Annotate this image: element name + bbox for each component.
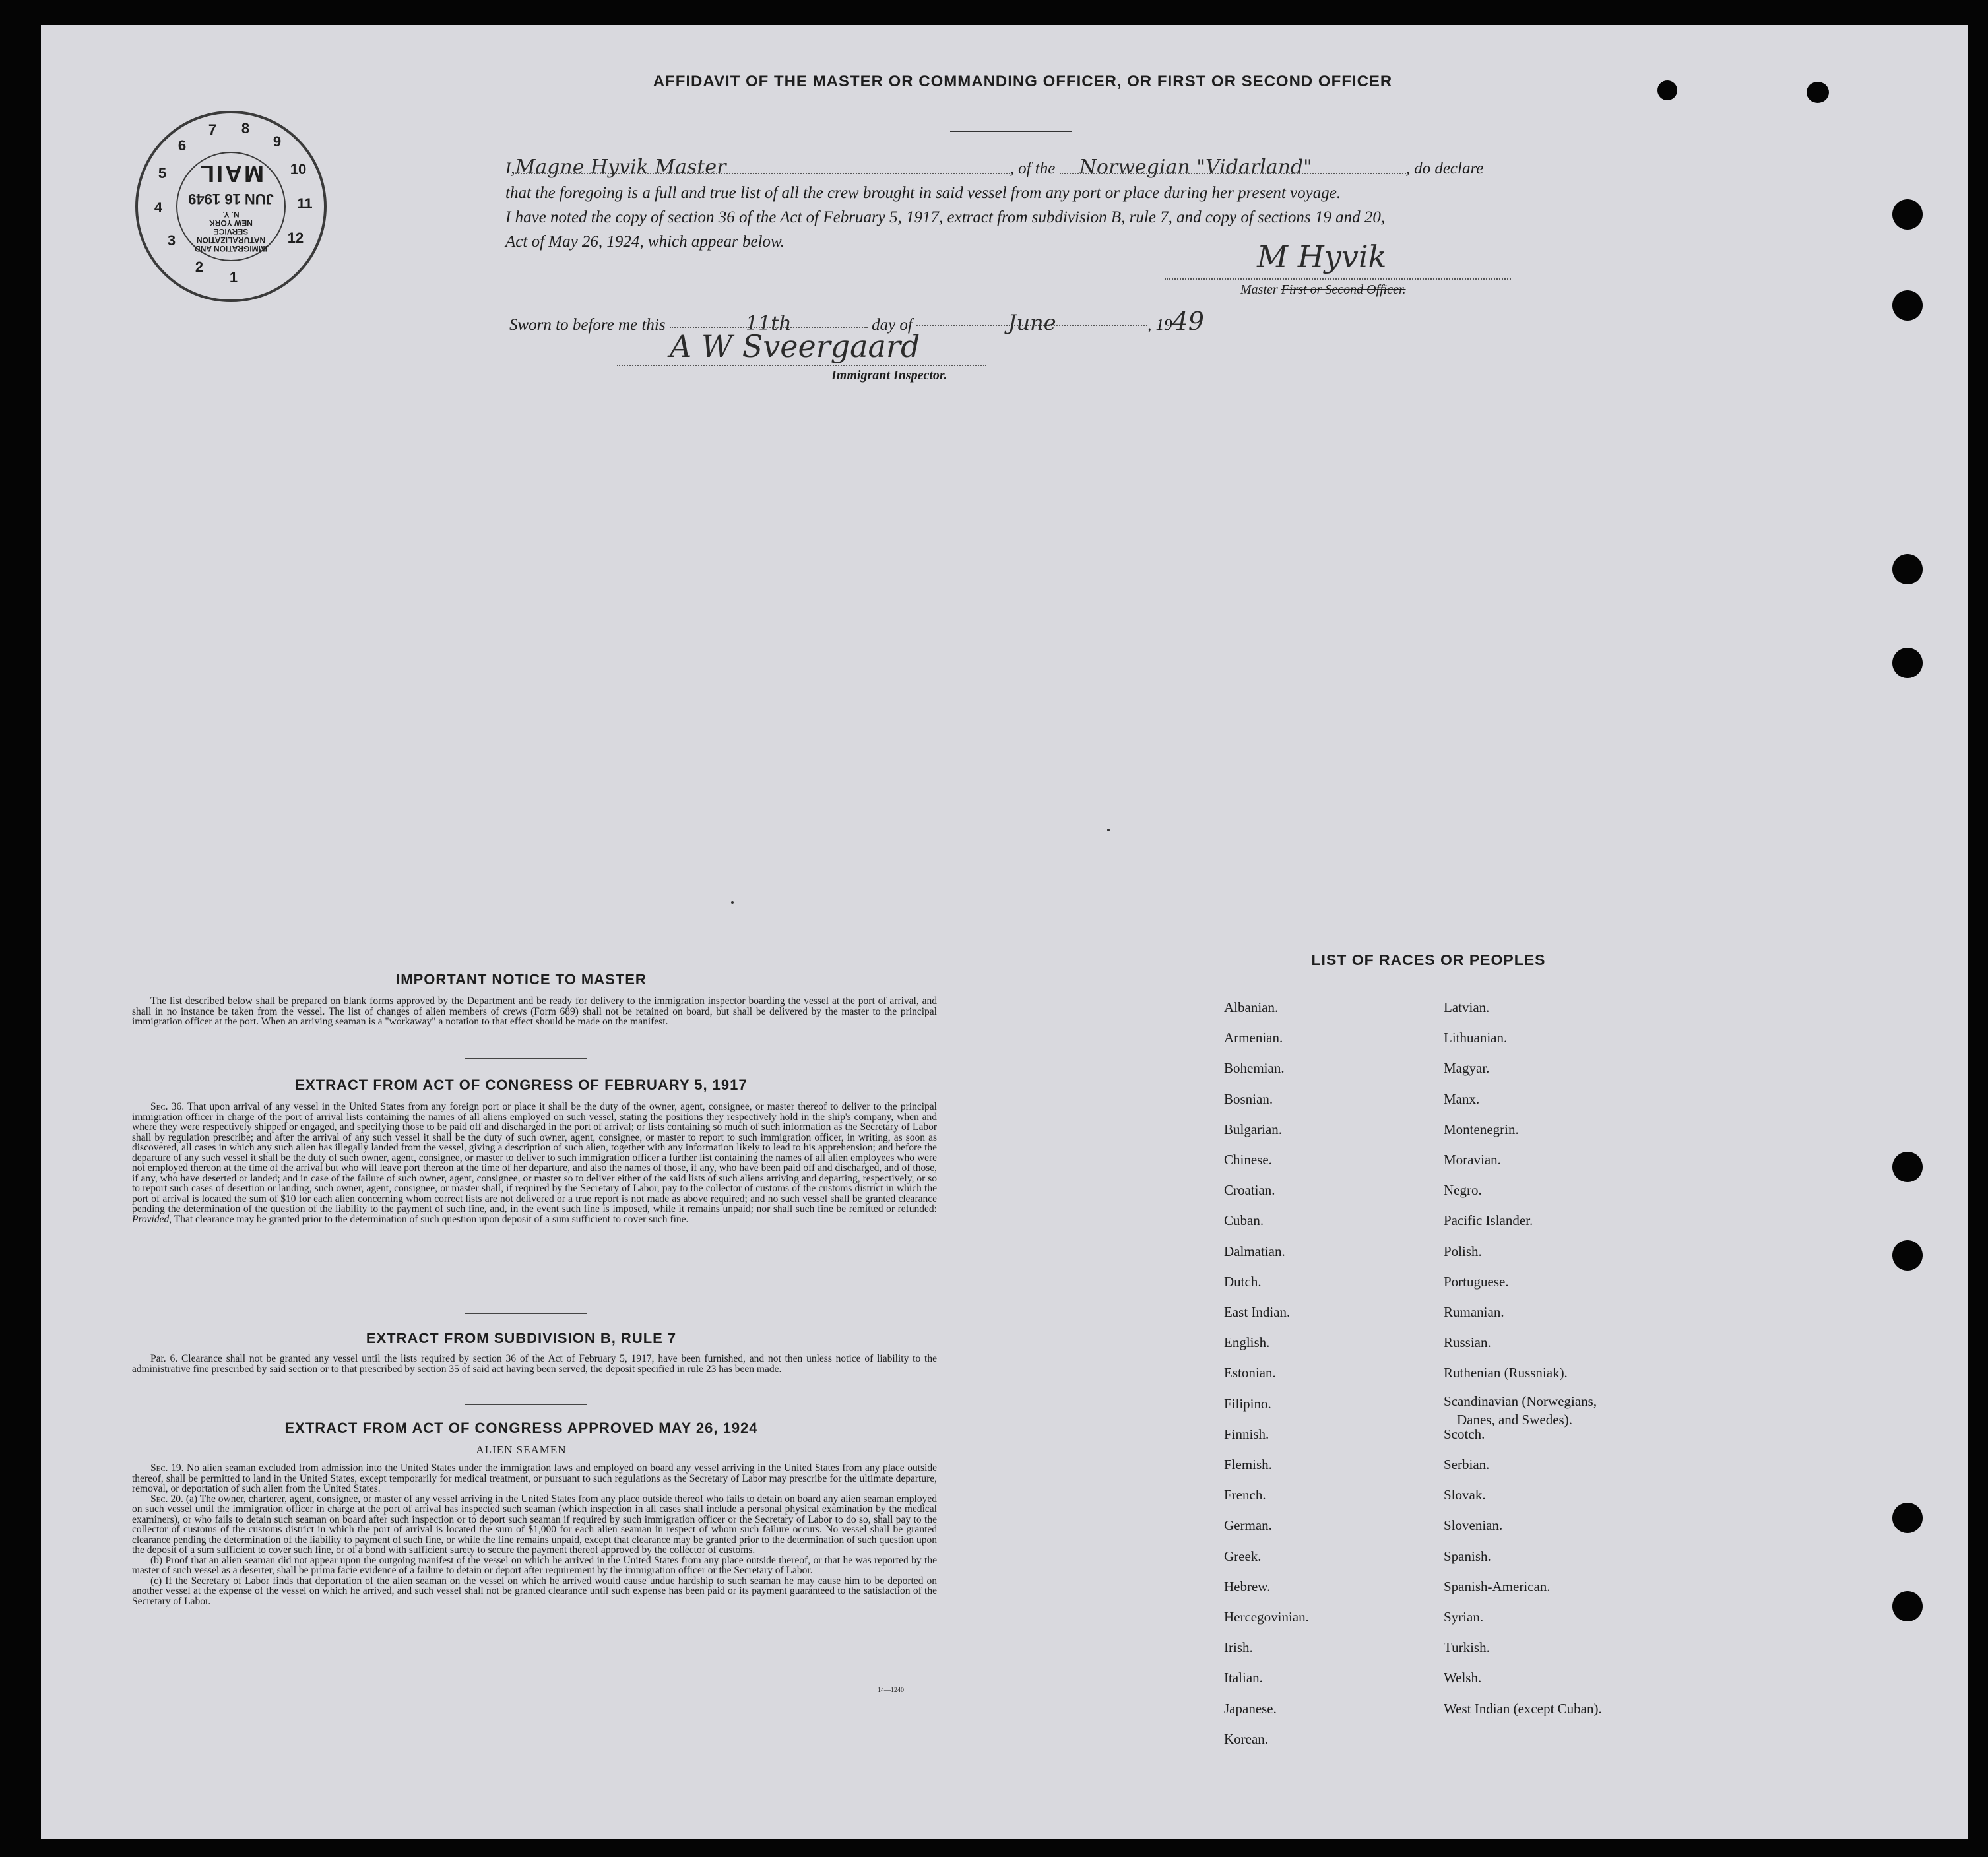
speck: [1107, 829, 1110, 831]
notice-paragraph: The list described below shall be prepared on blank forms approved by the Department and be ready for delivery to the immigration inspector boarding the vessel at the port of arrival, and shall in no instance be taken from the vessel. The list of changes of alien members of crews (Form 689) shall not be retained on board, but shall be delivered by the master to the principal immigration officer at the port. When an arriving seaman is a "workaway" a notation to that effect should be made on the manifest.: [132, 995, 937, 1027]
extract-1917-heading: EXTRACT FROM ACT OF CONGRESS OF FEBRUARY 5, 1917: [295, 1077, 748, 1093]
inspector-signature: A W Sveergaard: [670, 329, 920, 364]
section-19-label: Sec. 19.: [150, 1463, 184, 1474]
alien-seamen-subheading: ALIEN SEAMEN: [476, 1443, 567, 1456]
race-item: Flemish.: [1224, 1457, 1272, 1472]
race-item: Lithuanian.: [1444, 1030, 1508, 1046]
master-name-handwritten: Magne Hyvik Master: [515, 156, 726, 179]
race-item: Dutch.: [1224, 1274, 1262, 1290]
race-item: Pacific Islander.: [1444, 1212, 1533, 1228]
section-20a-paragraph: [132, 1494, 937, 1556]
race-item: Chinese.: [1224, 1152, 1272, 1168]
stamp-city-line: NEW YORK: [209, 218, 253, 228]
race-item: Magyar.: [1444, 1060, 1490, 1076]
race-item: French.: [1224, 1487, 1266, 1503]
punch-hole: [1892, 1591, 1923, 1621]
stamp-digit: 8: [241, 120, 250, 137]
year-prefix: , 19: [1147, 316, 1172, 334]
race-item: Greek.: [1224, 1548, 1262, 1564]
stamp-digit: 6: [177, 137, 187, 154]
race-item: Finnish.: [1224, 1426, 1269, 1442]
section-20a-text: (a) The owner, charterer, agent, consignee, or master of any vessel arriving in the United States from any place outside thereof who fails to detain on board any alien seaman employed on such vessel until the immigration officer in charge at the port of arrival has inspected such seaman (which inspection in all cases shall include a personal physical examination by the medical examiners), or who fails to detain such seaman on board after such inspection or to deport such seaman if required by such immigration officer or the Secretary of Labor to do so, shall pay to the collector of customs of the customs district in which the port of arrival is located the sum of $1,000 for each alien seaman in respect of whom such failure occurs. No vessel shall be granted clearance pending the determination of the liability to payment of such fine, or while the fine remains unpaid, except that clearance may be granted prior to the determination of such question upon the deposit of a sum sufficient to cover such fine, or of a bond with sufficient surety to secure the payment thereof approved by the collector of customs.: [132, 1493, 937, 1556]
section-rule: [465, 1313, 587, 1314]
stamp-digit: 9: [273, 133, 282, 150]
section-36-label: Sec. 36.: [150, 1101, 185, 1112]
inspector-caption: Immigrant Inspector.: [831, 368, 947, 383]
punch-hole: [1892, 1503, 1923, 1533]
race-item: Irish.: [1224, 1639, 1253, 1655]
race-item: Latvian.: [1444, 999, 1490, 1015]
rule-7-body: [132, 1354, 937, 1374]
title-rule: [950, 131, 1072, 132]
stamp-agency-line: SERVICE: [213, 227, 249, 237]
race-item: East Indian.: [1224, 1304, 1291, 1320]
race-item: Manx.: [1444, 1091, 1480, 1107]
affidavit-title: AFFIDAVIT OF THE MASTER OR COMMANDING OFFICER, OR FIRST OR SECOND OFFICER: [653, 73, 1393, 90]
section-36-text: That upon arrival of any vessel in the United States from any foreign port or place it shall be the duty of the owner, agent, consignee, or master thereof to deliver to the principal immigration officer in charge of the port of arrival lists containing the names of all aliens employed on such vessel, stating the positions they respectively hold in the ship's company, when and where they were respectively shipped or engaged, and specifying those to be paid off and discharged in the port of arrival; or lists containing so much of such information as the Secretary of Labor shall by regulation prescribe; and after the arrival of any such vessel it shall be the duty of such owner, agent, consignee, or master to report to such immigration officer, in writing, as soon as discovered, all cases in which any such alien has illegally landed from the vessel, giving a description of such alien, together with any information likely to lead to his apprehension; and before the departure of any such vessel it shall be the duty of such owner, agent, consignee, or master to deliver to such immigration officer a further list containing the names of all alien employees who were not employed thereon at the time of the arrival but who will leave port thereon at the time of her departure, and also the names of those, if any, who have been paid off and discharged, and of those, if any, who have deserted or landed; and in case of the failure of such owner, agent, consignee, or master so to deliver either of the said lists of such aliens arriving and departing, respectively, or so to report such cases of desertion or landing, such owner, agent, consignee, or master shall, if required by the Secretary of Labor, pay to the collector of customs of the customs district in which the port of arrival is located the sum of $10 for each alien concerning whom correct lists are not delivered or a true report is not made as above required; and no such vessel shall be granted clearance pending the determination of the question of the liability to the payment of such fine, and, in the event such fine is imposed, while it remains unpaid; nor shall such fine be remitted or refunded:: [132, 1101, 937, 1214]
race-item: Spanish.: [1444, 1548, 1491, 1564]
stamp-digit: 7: [208, 121, 217, 138]
stamp-digit: 1: [229, 269, 238, 286]
stamp-date: JUN 16 1949: [188, 191, 274, 208]
race-item: Serbian.: [1444, 1457, 1490, 1472]
punch-hole: [1892, 199, 1923, 230]
section-36-proviso: That clearance may be granted prior to the determination of such question upon deposit of a sum sufficient to cover such fine.: [174, 1213, 689, 1225]
master-name-field: [515, 155, 1010, 179]
declaration-of-the: , of the: [1010, 160, 1056, 177]
stamp-digit: 5: [158, 165, 167, 181]
race-item: Bohemian.: [1224, 1060, 1285, 1076]
race-item: Syrian.: [1444, 1609, 1484, 1625]
race-item: Filipino.: [1224, 1396, 1271, 1412]
master-caption: [1240, 282, 1406, 298]
declaration-prefix: I,: [505, 160, 515, 177]
race-item: Welsh.: [1444, 1670, 1482, 1685]
day-handwritten: 11th: [746, 312, 792, 335]
races-list-title: LIST OF RACES OR PEOPLES: [1311, 951, 1546, 968]
stamp-digit: 12: [287, 230, 304, 246]
race-item: Rumanian.: [1444, 1304, 1504, 1320]
notice-heading: IMPORTANT NOTICE TO MASTER: [396, 971, 647, 988]
year-handwritten: 49: [1172, 307, 1204, 336]
race-item-continuation: Danes, and Swedes).: [1457, 1412, 1572, 1428]
race-item: Cuban.: [1224, 1212, 1264, 1228]
race-item: Albanian.: [1224, 999, 1279, 1015]
declaration-line-2: that the foregoing is a full and true list of all the crew brought in said vessel from any port or place during her present voyage.: [505, 184, 1341, 202]
sworn-prefix: Sworn to before me this: [509, 316, 666, 334]
stamp-digit: 2: [195, 259, 204, 275]
notice-body: [132, 996, 937, 1027]
extract-1924-heading: EXTRACT FROM ACT OF CONGRESS APPROVED MAY 26, 1924: [284, 1420, 758, 1436]
stamp-center: [176, 152, 286, 261]
race-item: Polish.: [1444, 1243, 1482, 1259]
race-item: Armenian.: [1224, 1030, 1283, 1046]
month-field: [916, 310, 1147, 335]
mail-received-stamp: [135, 111, 327, 302]
declaration-line-3: I have noted the copy of section 36 of the Act of February 5, 1917, extract from subdivision B, rule 7, and copy of sections 19 and 20,: [505, 208, 1386, 226]
section-rule: [465, 1058, 587, 1059]
race-item: Scandinavian (Norwegians,: [1444, 1393, 1597, 1409]
punch-hole: [1807, 82, 1829, 103]
section-36-paragraph: [132, 1102, 937, 1224]
vessel-handwritten: Norwegian "Vidarland": [1079, 156, 1312, 179]
punch-hole: [1892, 648, 1923, 678]
master-signature: M Hyvik: [1257, 239, 1387, 274]
rule-7-heading: EXTRACT FROM SUBDIVISION B, RULE 7: [366, 1330, 677, 1346]
stamp-digit: 3: [167, 232, 176, 249]
race-item: Hebrew.: [1224, 1579, 1271, 1594]
race-item: Slovenian.: [1444, 1517, 1503, 1533]
race-item: Bosnian.: [1224, 1091, 1273, 1107]
punch-hole: [1892, 1152, 1923, 1182]
race-item: Russian.: [1444, 1335, 1491, 1350]
master-signature-line: [1165, 278, 1511, 280]
section-20b-paragraph: (b) Proof that an alien seaman did not appear upon the outgoing manifest of the vessel on which he arrived in the United States from any place outside thereof, or that he was reported by the master of such vessel as a deserter, shall be prima facie evidence of a failure to detain or deport after requirement by the immigration officer or the Secretary of Labor.: [132, 1554, 937, 1576]
declaration-line-4: Act of May 26, 1924, which appear below.: [505, 233, 785, 251]
race-item: Japanese.: [1224, 1701, 1277, 1716]
punch-hole: [1892, 554, 1923, 584]
provided-word: Provided,: [132, 1213, 172, 1225]
vessel-field: [1060, 155, 1406, 179]
punch-hole: [1892, 1240, 1923, 1271]
extract-1917-body: [132, 1102, 937, 1224]
section-20c-paragraph: (c) If the Secretary of Labor finds that deportation of the alien seaman on the vessel on which he arrived would cause undue hardship to such seaman he may cause him to be deported on another vessel at the expense of the vessel on which he arrived, and such vessel shall not be granted clearance until such expense has been paid or its payment guaranteed to the satisfaction of the Secretary of Labor.: [132, 1575, 937, 1607]
race-item: Portuguese.: [1444, 1274, 1509, 1290]
stamp-digit: 10: [290, 161, 307, 177]
race-item: Bulgarian.: [1224, 1121, 1283, 1137]
race-item: West Indian (except Cuban).: [1444, 1701, 1602, 1716]
race-item: Dalmatian.: [1224, 1243, 1285, 1259]
race-item: Hercegovinian.: [1224, 1609, 1309, 1625]
race-item: German.: [1224, 1517, 1272, 1533]
race-item: Spanish-American.: [1444, 1579, 1551, 1594]
stamp-agency-line: IMMIGRATION AND: [195, 244, 267, 254]
race-item: Negro.: [1444, 1182, 1482, 1198]
race-item: English.: [1224, 1335, 1270, 1350]
day-field: [670, 312, 868, 335]
section-rule: [465, 1404, 587, 1405]
stamp-mail-word: MAIL: [198, 160, 264, 188]
race-item: Croatian.: [1224, 1182, 1275, 1198]
month-handwritten: June: [1008, 310, 1056, 335]
section-19-text: No alien seaman excluded from admission into the United States under the immigration laws and employed on board any vessel arriving in the United States from any place outside thereof, shall be permitted to land in the United States, except temporarily for medical treatment, or pursuant to such regulations as the Secretary of Labor may prescribe for the ultimate departure, removal, or deportation of such alien from the United States.: [132, 1463, 937, 1494]
declaration-do-declare: , do declare: [1405, 160, 1484, 177]
punch-hole: [1892, 290, 1923, 321]
race-item: Moravian.: [1444, 1152, 1501, 1168]
master-caption-text: Master: [1240, 282, 1278, 297]
section-19-paragraph: [132, 1463, 937, 1494]
race-item: Korean.: [1224, 1731, 1269, 1747]
race-item: Scotch.: [1444, 1426, 1485, 1442]
race-item: Turkish.: [1444, 1639, 1490, 1655]
race-item: Ruthenian (Russniak).: [1444, 1365, 1568, 1381]
speck: [731, 901, 734, 904]
day-of-label: day of: [872, 316, 913, 334]
section-20-label: Sec. 20.: [150, 1493, 183, 1505]
stamp-agency-line: NATURALIZATION: [196, 236, 266, 245]
stamp-digit: 4: [154, 199, 163, 216]
race-item: Montenegrin.: [1444, 1121, 1519, 1137]
inspector-signature-line: [617, 365, 986, 366]
declaration-line-1: [505, 155, 1535, 181]
form-number: 14—1240: [878, 1687, 904, 1694]
race-item: Estonian.: [1224, 1365, 1276, 1381]
race-item: Slovak.: [1444, 1487, 1486, 1503]
extract-1924-body: [132, 1463, 937, 1606]
stamp-state-line: N. Y.: [222, 210, 240, 220]
struck-officer-caption: First or Second Officer.: [1281, 282, 1406, 297]
rule-7-paragraph: Par. 6. Clearance shall not be granted any vessel until the lists required by section 36 of the Act of February 5, 1917, have been furnished, and not then unless notice of liability to the administrative fine prescribed by said section or to that prescribed by section 35 of said act having been served, the deposit specified in rule 23 has been made.: [132, 1353, 937, 1375]
race-item: Italian.: [1224, 1670, 1263, 1685]
punch-hole: [1657, 80, 1677, 100]
stamp-digit: 11: [297, 195, 313, 212]
